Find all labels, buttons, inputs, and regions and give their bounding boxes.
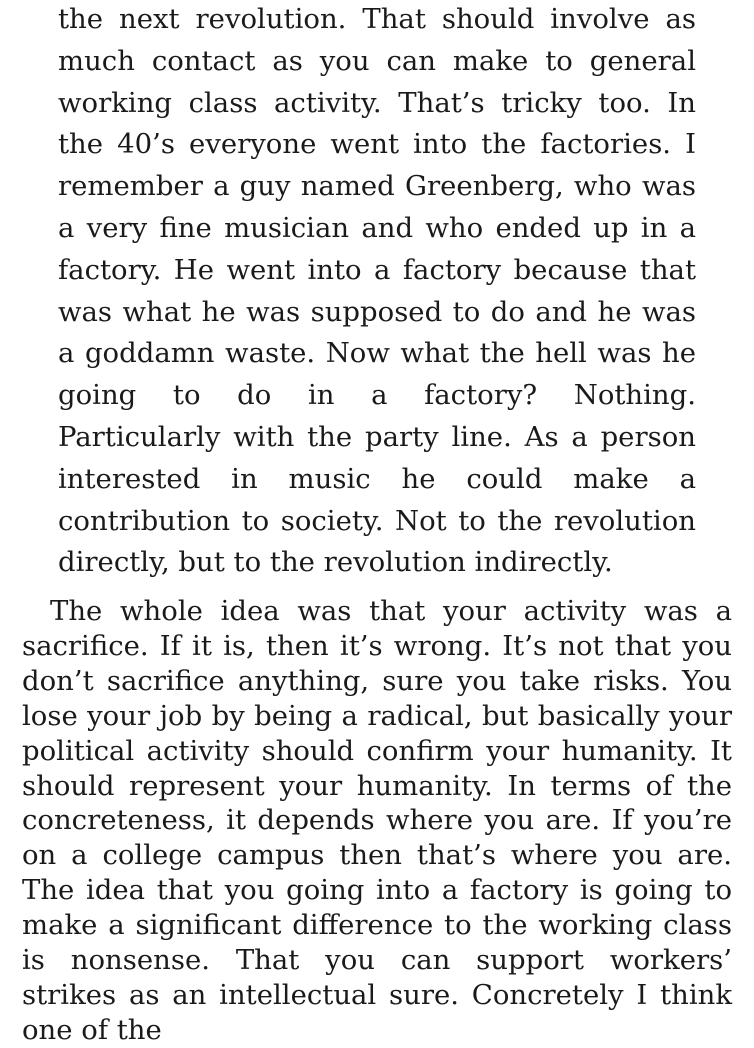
clipped-next-line: [22, 1016, 732, 1024]
body-paragraph: The whole idea was that your activity was a sacrifice. If it is, then it’s wrong. It’s not that you don’t sacrifice anything, sure you take risks. You lose your job by being a radical, but basically your political activity should confirm your humanity. It should represent your humanity. In terms of the concreteness, it depends where you are. If you’re on a college campus then that’s where you are. The idea that you going into a factory is going to make a significant difference to the working class is nonsense. That you can support workers’ strikes as an intellectual sure. Concretely I think one of the: [22, 595, 732, 1046]
block-quote: the next revolution. That should involve as much contact as you can make to general working class activity. That’s tricky too. In the 40’s everyone went into the factories. I remember a guy named Greenberg, who was a very fine musician and who ended up in a factory. He went into a factory because that was what he was supposed to do and he was a goddamn waste. Now what the hell was he going to do in a factory? Nothing. Particularly with the party line. As a person interested in music he could make a contribution to society. Not to the revolution directly, but to the revolution indirectly.: [58, 3, 696, 579]
